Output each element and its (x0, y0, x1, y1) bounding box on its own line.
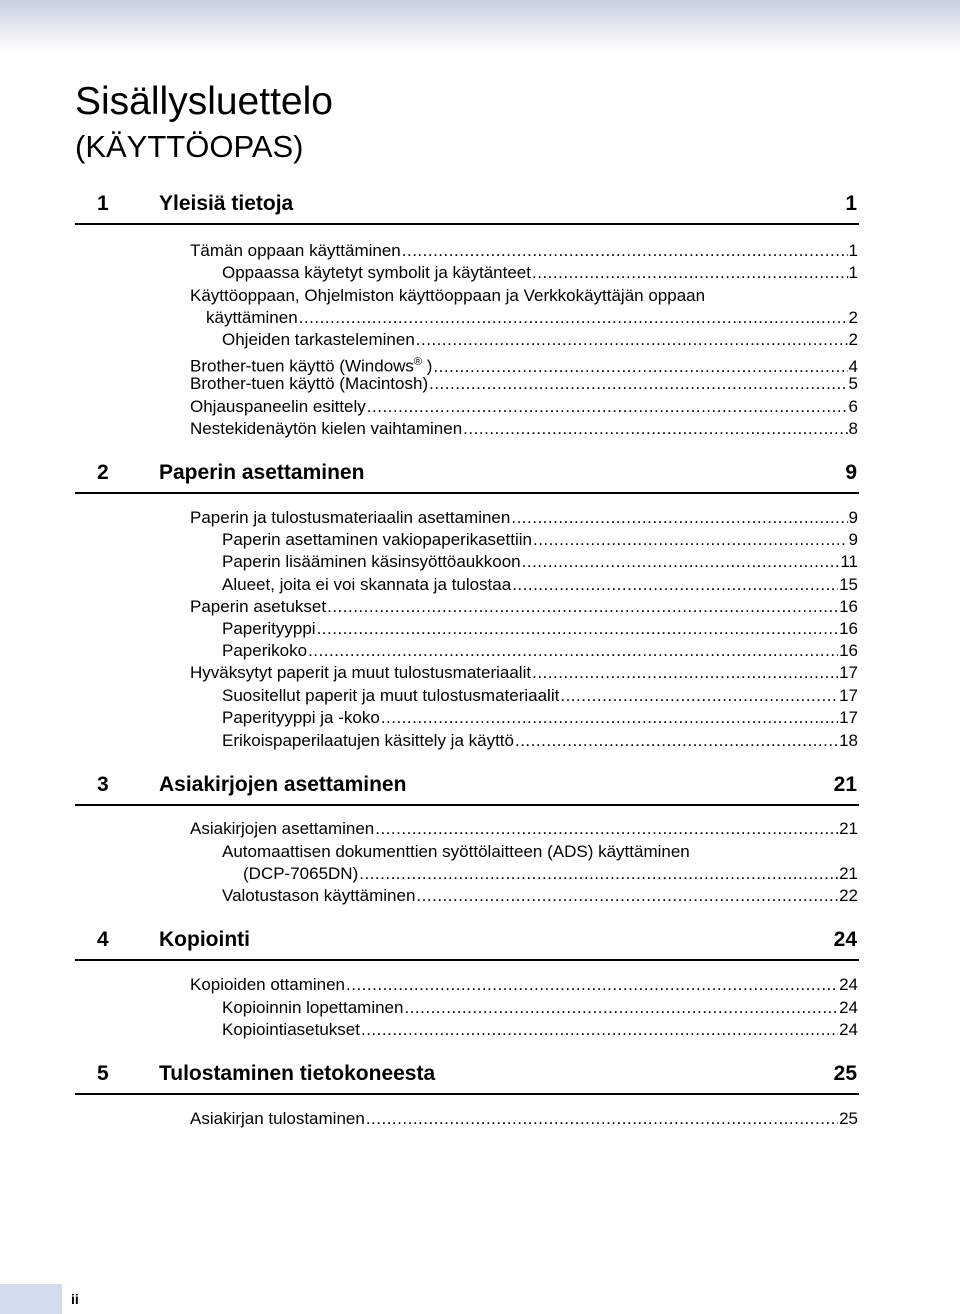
chapter-title: Paperin asettaminen (159, 461, 365, 484)
chapter-heading-1[interactable] (75, 187, 859, 225)
toc-entry[interactable]: Paperityyppi ..... 16 (222, 618, 858, 640)
chapter-heading-3[interactable] (75, 768, 859, 806)
page-number: ii (71, 1291, 79, 1307)
chapter-page: 1 (845, 192, 857, 215)
toc-entry[interactable]: Hyväksytyt paperit ja muut tulostusmateriaalit ..... 17 (190, 662, 858, 684)
toc-entry-line-1[interactable]: Käyttöoppaan, Ohjelmiston käyttöoppaan ja Verkkokäyttäjän oppaan (190, 286, 706, 305)
toc-entry[interactable]: Suositellut paperit ja muut tulostusmateriaalit ..... 17 (222, 685, 858, 707)
header-band (0, 0, 960, 52)
toc-entry[interactable]: käyttäminen ..... 2 (206, 307, 858, 329)
toc-entry[interactable]: Ohjauspaneelin esittely ..... 6 (190, 396, 858, 418)
chapter-page: 24 (833, 928, 857, 951)
toc-entry[interactable]: Paperin asetukset ..... 16 (190, 596, 858, 618)
chapter-number: 4 (97, 928, 109, 951)
chapter-title: Asiakirjojen asettaminen (159, 773, 407, 796)
chapter-title: Tulostaminen tietokoneesta (159, 1062, 436, 1085)
toc-entry[interactable]: Kopiointiasetukset ..... 24 (222, 1019, 858, 1041)
toc-entry[interactable]: Oppaassa käytetyt symbolit ja käytänteet ..... 1 (222, 262, 858, 284)
chapter-number: 3 (97, 773, 109, 796)
toc-entry[interactable]: Brother-tuen käyttö (Windows® ) ..... 4 (190, 351, 858, 373)
chapter-heading-2[interactable] (75, 456, 859, 494)
footer-tab (0, 1284, 62, 1314)
chapter-title: Yleisiä tietoja (159, 192, 294, 215)
toc-entry[interactable]: (DCP-7065DN) ..... 21 (243, 863, 858, 885)
chapter-page: 25 (833, 1062, 857, 1085)
toc-entry[interactable]: Paperin asettaminen vakiopaperikasettiin ..... 9 (222, 529, 858, 551)
chapter-title: Kopiointi (159, 928, 250, 951)
toc-entry[interactable]: Asiakirjojen asettaminen ..... 21 (190, 818, 858, 840)
title-line-1: Sisällysluettelo (75, 80, 333, 123)
chapter-number: 2 (97, 461, 109, 484)
toc-entry[interactable]: Paperin lisääminen käsinsyöttöaukkoon ..... 11 (222, 551, 858, 573)
toc-entry[interactable]: Kopioiden ottaminen ..... 24 (190, 974, 858, 996)
chapter-heading-4[interactable] (75, 923, 859, 961)
toc-entry[interactable]: Asiakirjan tulostaminen ..... 25 (190, 1108, 858, 1130)
chapter-number: 5 (97, 1062, 109, 1085)
page-title (75, 78, 333, 168)
toc-entry[interactable]: Kopioinnin lopettaminen ..... 24 (222, 997, 858, 1019)
toc-entry[interactable]: Valotustason käyttäminen ..... 22 (222, 885, 858, 907)
toc-entry[interactable]: Erikoispaperilaatujen käsittely ja käyttö ..... 18 (222, 730, 858, 752)
toc-entry-line-1[interactable]: Automaattisen dokumenttien syöttölaitteen (ADS) käyttäminen (222, 842, 690, 861)
toc-entry[interactable]: Nestekidenäytön kielen vaihtaminen ..... 8 (190, 418, 858, 440)
toc-entry[interactable]: Paperin ja tulostusmateriaalin asettaminen ..... 9 (190, 507, 858, 529)
toc-entry[interactable]: Ohjeiden tarkasteleminen ..... 2 (222, 329, 858, 351)
chapter-page: 21 (833, 773, 857, 796)
toc-entry[interactable]: Paperityyppi ja -koko ..... 17 (222, 707, 858, 729)
toc-entry[interactable]: Brother-tuen käyttö (Macintosh) ..... 5 (190, 373, 858, 395)
chapter-page: 9 (845, 461, 857, 484)
chapter-number: 1 (97, 192, 109, 215)
toc-entry[interactable]: Tämän oppaan käyttäminen ..... 1 (190, 240, 858, 262)
chapter-heading-5[interactable] (75, 1057, 859, 1095)
title-line-2: (KÄYTTÖOPAS) (75, 129, 304, 164)
toc-entry[interactable]: Alueet, joita ei voi skannata ja tulostaa ..... 15 (222, 574, 858, 596)
toc-entry[interactable]: Paperikoko ..... 16 (222, 640, 858, 662)
registered-mark: ® (413, 356, 423, 368)
